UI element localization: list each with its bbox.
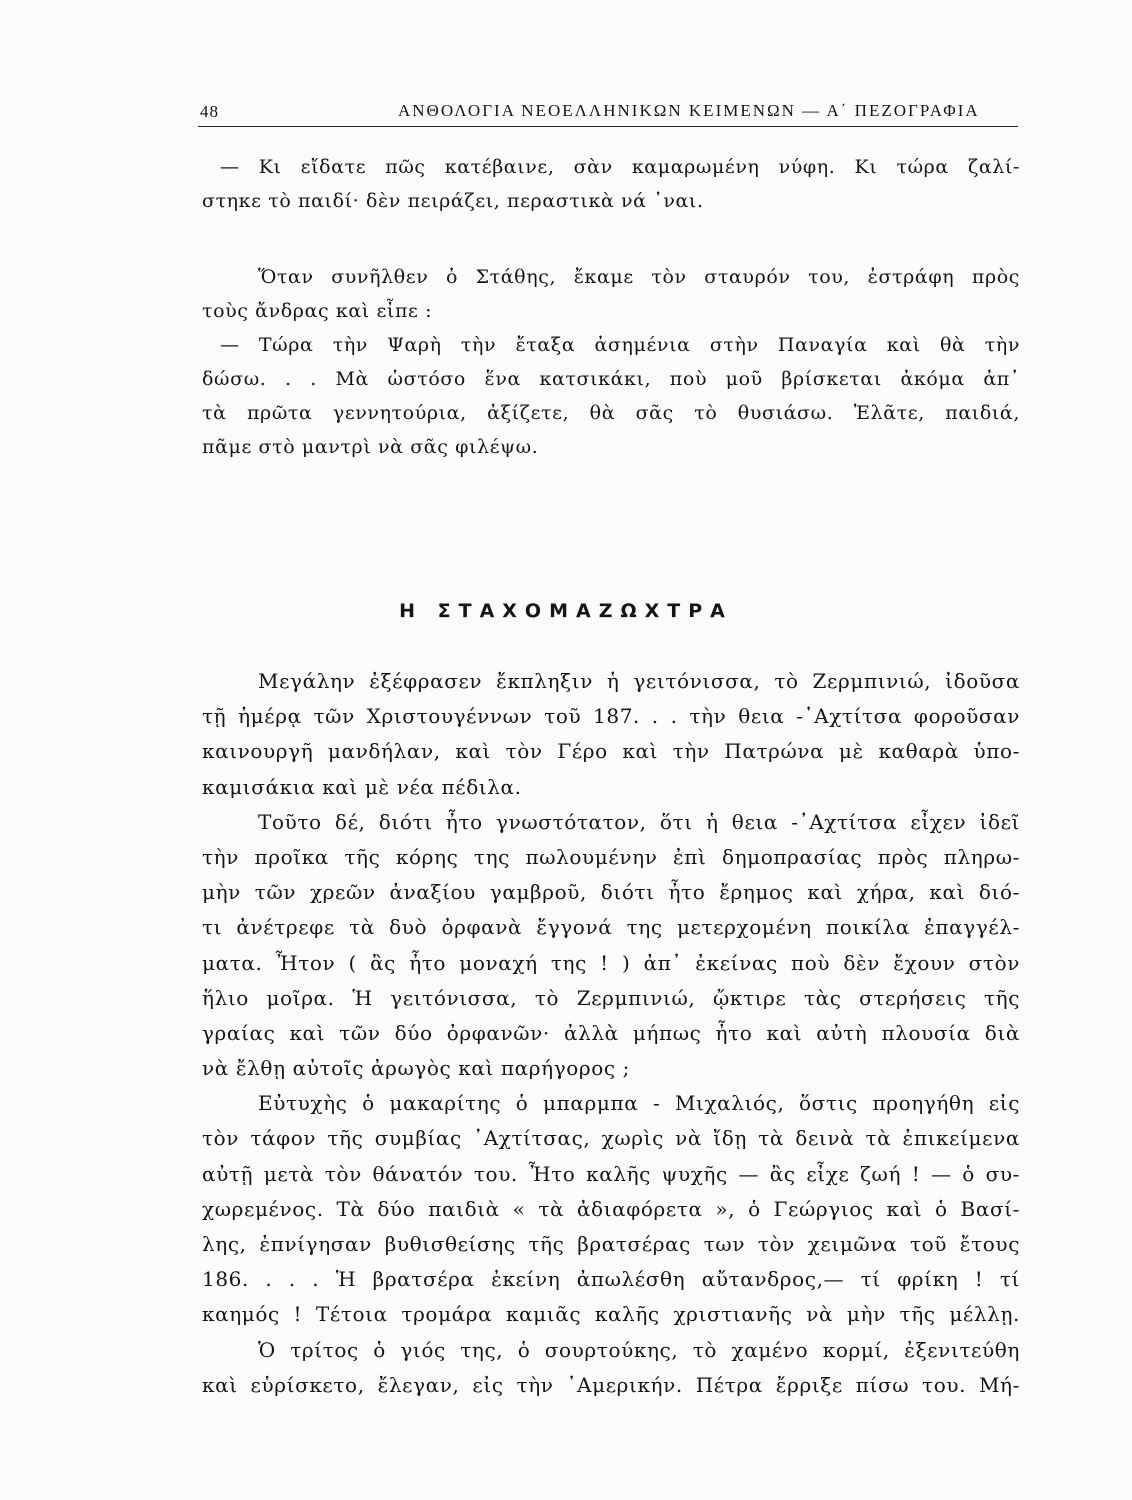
running-head: ΑΝΘΟΛΟΓΙΑ ΝΕΟΕΛΛΗΝΙΚΩΝ ΚΕΙΜΕΝΩΝ — Α΄ ΠΕΖΟΓΡΑΦΙΑ — [398, 101, 980, 120]
passage-dialogue-end — [202, 150, 1020, 218]
text-line: καινουργῆ μανδήλαν, καὶ τὸν Γέρο καὶ τὴν Πατρώνα μὲ καθαρὰ ὑπο- — [202, 739, 1020, 764]
text-line: καμισάκια καὶ μὲ νέα πέδιλα. — [202, 774, 522, 799]
text-line: λης, ἐπνίγησαν βυθισθείσης τῆς βρατσέρας των τὸν χειμῶνα τοῦ ἔτους — [202, 1232, 1020, 1256]
text-line: τὰ πρῶτα γεννητούρια, ἀξίζετε, θὰ σᾶς τὸ θυσιάσω. Ἐλᾶτε, παιδιά, — [202, 402, 1020, 424]
text-line: νὰ ἔλθῃ αὐτοῖς ἀρωγὸς καὶ παρήγορος ; — [202, 1056, 630, 1081]
text-line: — Κι εἴδατε πῶς κατέβαινε, σὰν καμαρωμένη νύφη. Κι τώρα ζαλί- — [220, 156, 1020, 178]
text-line: Μεγάλην ἐξέφρασεν ἔκπληξιν ἡ γειτόνισσα, τὸ Ζερμπινιώ, ἰδοῦσα — [258, 669, 1020, 693]
text-line: ἥλιο μοῖρα. Ἡ γειτόνισσα, τὸ Ζερμπινιώ, ᾤκτιρε τὰς στερήσεις τῆς — [202, 985, 1020, 1010]
text-line: Ὁ τρίτος ὁ γιός της, ὁ σουρτούκης, τὸ χαμένο κορμί, ἐξενιτεύθη — [258, 1337, 1020, 1362]
story-body — [202, 664, 1020, 1403]
text-line: τι ἀνέτρεφε τὰ δυὸ ὀρφανὰ ἔγγονά της μετερχομένη ποικίλα ἐπαγγέλ- — [202, 915, 1020, 940]
text-line: ματα. Ἦτον ( ἂς ἦτο μοναχή της ! ) ἀπ᾿ ἐκείνας ποὺ δὲν ἔχουν στὸν — [202, 950, 1020, 975]
text-line: τοὺς ἄνδρας καὶ εἶπε : — [202, 300, 433, 322]
header-rule — [198, 126, 1018, 127]
text-line: Εὐτυχὴς ὁ μακαρίτης ὁ μπαρμπα - Μιχαλιός, ὅστις προηγήθη εἰς — [258, 1091, 1020, 1116]
passage-sacrifice — [202, 260, 1020, 464]
text-line: τῇ ἡμέρᾳ τῶν Χριστουγέννων τοῦ 187. . . τὴν θεια -᾿Αχτίτσα φοροῦσαν — [202, 704, 1020, 729]
text-line: τὸν τάφον τῆς συμβίας ᾿Αχτίτσας, χωρὶς νὰ ἴδῃ τὰ δεινὰ τὰ ἐπικείμενα — [202, 1126, 1020, 1151]
text-line: 186. . . . Ἡ βρατσέρα ἐκείνη ἀπωλέσθη αὔτανδρος,— τί φρίκη ! τί — [202, 1267, 1020, 1292]
text-line: μὴν τῶν χρεῶν ἀναξίου γαμβροῦ, διότι ἦτο ἔρημος καὶ χήρα, καὶ διό- — [202, 880, 1020, 905]
text-line: τὴν προῖκα τῆς κόρης της πωλουμένην ἐπὶ δημοπρασίας πρὸς πληρω- — [202, 844, 1020, 869]
text-line: χωρεμένος. Τὰ δύο παιδιὰ « τὰ ἀδιαφόρετα », ὁ Γεώργιος καὶ ὁ Βασί- — [202, 1196, 1020, 1221]
text-line: — Τώρα τὴν Ψαρὴ τὴν ἔταξα ἀσημένια στὴν Παναγία καὶ θὰ τὴν — [220, 334, 1020, 356]
text-line: αὐτῇ μετὰ τὸν θάνατόν του. Ἦτο καλῆς ψυχῆς — ἂς εἶχε ζωή ! — ὁ συ- — [202, 1161, 1020, 1186]
text-line: πᾶμε στὸ μαντρὶ νὰ σᾶς φιλέψω. — [202, 436, 539, 458]
text-line: δώσω. . . Μὰ ὡστόσο ἕνα κατσικάκι, ποὺ μοῦ βρίσκεται ἀκόμα ἀπ᾿ — [202, 368, 1020, 390]
story-title: Η ΣΤΑΧΟΜΑΖΩΧΤΡΑ — [399, 600, 733, 622]
text-line: Ὅταν συνῆλθεν ὁ Στάθης, ἔκαμε τὸν σταυρόν του, ἐστράφη πρὸς — [258, 266, 1020, 288]
text-line: καὶ εὑρίσκετο, ἔλεγαν, εἰς τὴν ᾿Αμερικήν. Πέτρα ἔρριξε πίσω του. Μή- — [202, 1372, 1020, 1397]
text-line: στηκε τὸ παιδί· δὲν πειράζει, περαστικὰ νά ᾿ναι. — [202, 190, 704, 212]
text-line: Τοῦτο δέ, διότι ἦτο γνωστότατον, ὅτι ἡ θεια -᾿Αχτίτσα εἶχεν ἰδεῖ — [258, 809, 1020, 834]
text-line: γραίας καὶ τῶν δύο ὀρφανῶν· ἀλλὰ μήπως ἦτο καὶ αὐτὴ πλουσία διὰ — [202, 1020, 1020, 1045]
text-line: καημός ! Τέτοια τρομάρα καμιᾶς καλῆς χριστιανῆς νὰ μὴν τῆς μέλλῃ. — [202, 1302, 1020, 1327]
page-number: 48 — [200, 102, 219, 121]
